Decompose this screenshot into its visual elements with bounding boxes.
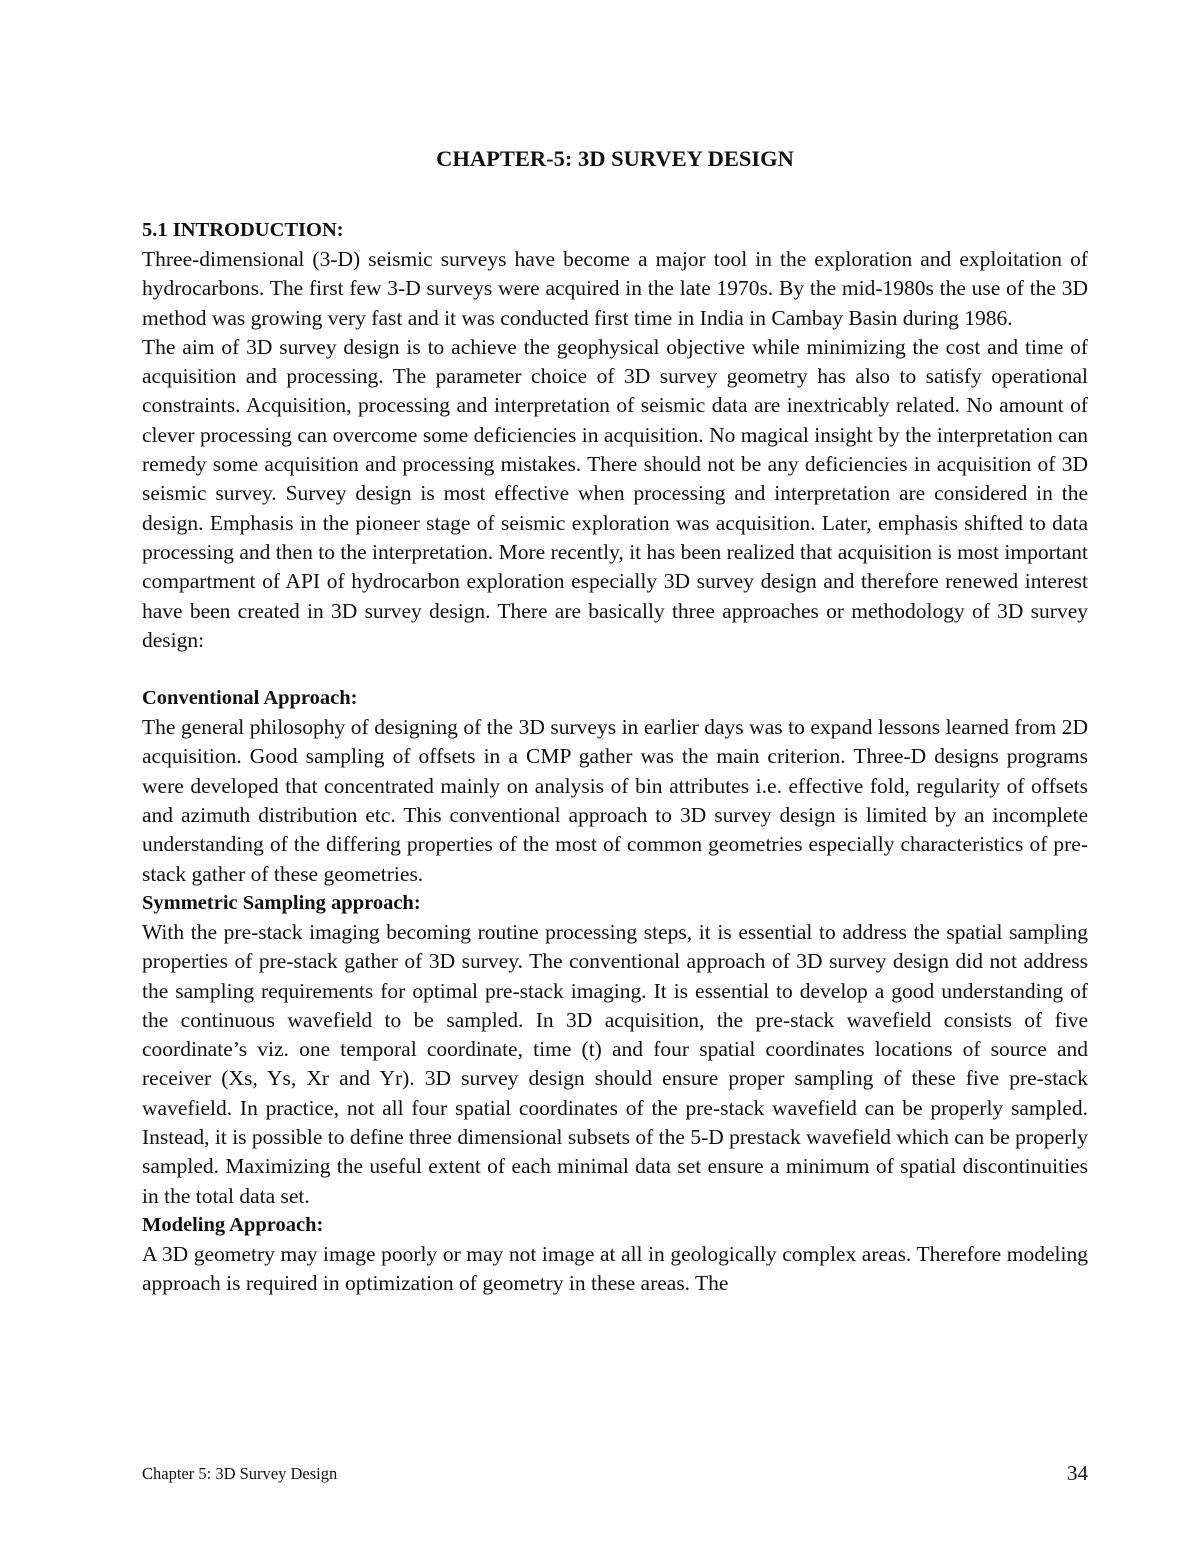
page-content — [142, 144, 1088, 1299]
footer-running-title: Chapter 5: 3D Survey Design — [142, 1464, 338, 1483]
page-number: 34 — [1067, 1461, 1088, 1485]
intro-paragraph-2: The aim of 3D survey design is to achieve the geophysical objective while minimizing the cost and time of acquisition and processing. The parameter choice of 3D survey geometry has also to satisfy operational constraints. Acquisition, processing and interpretation of seismic data are inextricably related. No amount of clever processing can overcome some deficiencies in acquisition. No magical insight by the interpretation can remedy some acquisition and processing mistakes. There should not be any deficiencies in acquisition of 3D seismic survey. Survey design is most effective when processing and interpretation are considered in the design. Emphasis in the pioneer stage of seismic exploration was acquisition. Later, emphasis shifted to data processing and then to the interpretation. More recently, it has been realized that acquisition is most important compartment of API of hydrocarbon exploration especially 3D survey design and therefore renewed interest have been created in 3D survey design. There are basically three approaches or methodology of 3D survey design: — [142, 334, 1088, 652]
section-text-modeling: A 3D geometry may image poorly or may not image at all in geologically complex areas. Therefore modeling approach is required in optimization of geometry in these areas. The — [142, 1241, 1088, 1296]
section-text-symmetric: With the pre-stack imaging becoming routine processing steps, it is essential to address the spatial sampling properties of pre-stack gather of 3D survey. The conventional approach of 3D survey design did not address the sampling requirements for optimal pre-stack imaging. It is essential to develop a good understanding of the continuous wavefield to be sampled. In 3D acquisition, the pre-stack wavefield consists of five coordinate’s viz. one temporal coordinate, time (t) and four spatial coordinates locations of source and receiver (Xs, Ys, Xr and Yr). 3D survey design should ensure proper sampling of these five pre-stack wavefield. In practice, not all four spatial coordinates of the pre-stack wavefield can be properly sampled. Instead, it is possible to define three dimensional subsets of the 5-D prestack wavefield which can be properly sampled. Maximizing the useful extent of each minimal data set ensure a minimum of spatial discontinuities in the total data set. — [142, 919, 1088, 1208]
section-heading-symmetric: Symmetric Sampling approach: — [142, 891, 421, 914]
section-heading-conventional: Conventional Approach: — [142, 687, 358, 710]
chapter-title: CHAPTER-5: 3D SURVEY DESIGN — [436, 146, 794, 171]
section-heading-modeling: Modeling Approach: — [142, 1213, 324, 1236]
section-text-conventional: The general philosophy of designing of the 3D surveys in earlier days was to expand lessons learned from 2D acquisition. Good sampling of offsets in a CMP gather was the main criterion. Three-D designs programs were developed that concentrated mainly on analysis of bin attributes i.e. effective fold, regularity of offsets and azimuth distribution etc. This conventional approach to 3D survey design is limited by an incomplete understanding of the differing properties of the most of common geometries especially characteristics of pre-stack gather of these geometries. — [142, 715, 1088, 886]
paragraph-gap — [142, 655, 1088, 684]
section-heading-introduction: 5.1 INTRODUCTION: — [142, 219, 344, 241]
intro-paragraph-1: Three-dimensional (3-D) seismic surveys have become a major tool in the exploration and exploitation of hydrocarbons. The first few 3-D surveys were acquired in the late 1970s. By the mid-1980s the use of the 3D method was growing very fast and it was conducted first time in India in Cambay Basin during 1986. — [142, 247, 1088, 330]
